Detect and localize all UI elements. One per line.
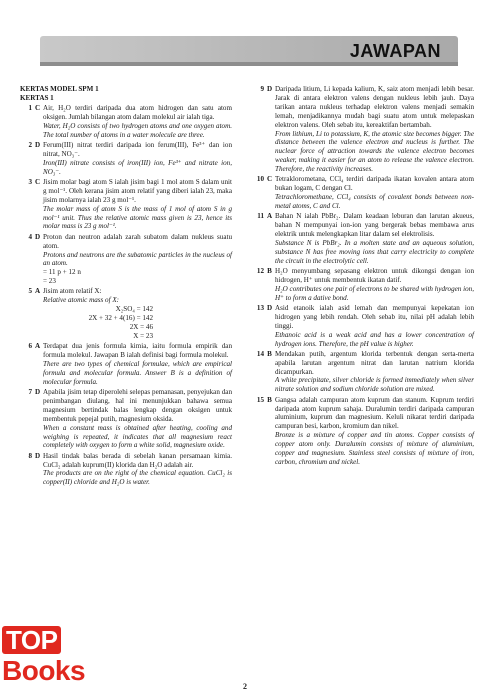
explanation-en: A white precipitate, silver chloride is formed immediately when silver nitrate solution and sodium chloride solution are mixed. [275, 376, 474, 394]
explanation-bm: Proton dan neutron adalah zarah subatom dalam nukleus suatu atom. [43, 232, 232, 250]
answer-item [20, 178, 232, 231]
answer-letter: D [266, 85, 273, 93]
explanation-en: Tetrachloromethane, CCl₄ consists of covalent bonds between non-metal atoms, C and Cl. [275, 193, 474, 211]
question-number: 15 [256, 395, 264, 404]
topbooks-logo [2, 626, 115, 700]
explanation-en: Iron(III) nitrate consists of iron(III) ion, Fe³⁺ and nitrate ion, NO₃⁻. [43, 158, 232, 176]
answer-item [252, 212, 474, 265]
explanation-en: The products are on the right of the chemical equation. CuCl₂ is copper(II) chloride and H₂O is water. [43, 469, 232, 487]
answer-item [252, 175, 474, 211]
question-number: 1 [28, 104, 32, 113]
answer-item [252, 350, 474, 395]
explanation-bm: Hasil tindak balas berada di sebelah kanan persamaan kimia. CuCl₂ adalah kuprum(II) klorida dan H₂O adalah air. [43, 451, 232, 469]
explanation-bm: Tetraklorometana, CCl₄ terdiri daripada ikatan kovalen antara atom bukan logam, C dengan Cl. [275, 175, 474, 193]
explanation-bm: Asid etanoik ialah asid lemah dan mempunyai kepekatan ion hidrogen yang lebih rendah. Oleh sebab itu, nilai pH adalah lebih tinggi. [275, 303, 474, 330]
explanation-bm: Bahan N ialah PbBr₂. Dalam keadaan leburan dan larutan akueus, bahan N mempunyai ion-ion yang bergerak bebas membawa arus elektrik untuk melengkapkan litar dalam sel elektrolisis. [275, 212, 474, 239]
header-banner-stripe [40, 62, 458, 66]
explanation-bm: Jisim molar bagi atom S ialah jisim bagi 1 mol atom S dalam unit g mol⁻¹. Oleh kerana jisim atom relatif yang diberi ialah 23, maka jisim molarnya ialah 23 g mol⁻¹. [43, 177, 232, 204]
explanation-bm: Gangsa adalah campuran atom kuprum dan stanum. Kuprum terdiri daripada atom kuprum sahaja. Duralumin terdiri daripada campuran aluminium, kuprum dan magnesium. Keluli nikarat terdiri daripada campuran besi, karbon, kromium dan nikel. [275, 395, 474, 431]
answer-letter: C [34, 104, 41, 113]
explanation-en: Relative atomic mass of X: [43, 296, 120, 305]
answer-item [252, 304, 474, 349]
page-title: JAWAPAN [349, 41, 441, 61]
answer-item [252, 396, 474, 467]
explanation-en: Substance N is PbBr₂. In a molten state and an aqueous solution, substance N has free moving ions that carry electricity to complete the circuit in the electrolytic cell. [275, 239, 474, 265]
question-number: 5 [28, 287, 32, 296]
answer-item [20, 452, 232, 488]
question-number: 8 [28, 451, 32, 460]
explanation-bm: Terdapat dua jenis formula kimia, iaitu formula empirik dan formula molekul. Jawapan B ialah definisi bagi formula molekul. [43, 342, 232, 360]
calc-line: = 23 [43, 277, 56, 286]
explanation-en: Bronze is a mixture of copper and tin atoms. Copper consists of copper atom only. Duralumin consists of mixture of aluminium, copper and magnesium. Stainless steel consists of mixture of iron, carbon, chromium and nickel. [275, 431, 474, 466]
explanation-bm: Daripada litium, Li kepada kalium, K, saiz atom menjadi lebih besar. Jarak di antara elektron valens dengan nukleus lebih jauh. Daya tarikan antara nukleus terhadap elektron valens menjadi semakin lemah, menjadikannya mudah bagi suatu atom untuk melepaskan elektron valens. Oleh sebab itu, kereaktifan bertambah. [275, 85, 474, 129]
answer-letter: A [34, 342, 41, 351]
question-number: 12 [256, 267, 264, 276]
explanation-bm: Jisim atom relatif X: [43, 287, 102, 296]
left-column [20, 85, 232, 487]
calc-line: X = 23 [133, 331, 153, 340]
answer-item [20, 104, 232, 140]
answer-letter: C [34, 177, 41, 186]
answer-item [252, 267, 474, 303]
answer-item [20, 388, 232, 450]
question-number: 7 [28, 387, 32, 396]
question-number: 14 [256, 349, 264, 358]
answer-letter: D [34, 141, 41, 150]
explanation-en: Protons and neutrons are the subatomic particles in the nucleus of an atom. [43, 250, 232, 268]
question-number: 6 [28, 342, 32, 351]
answer-letter: B [267, 395, 272, 404]
calc-line: X₂SO₄ = 142 [115, 305, 153, 314]
explanation-bm: Mendakan putih, argentum klorida terbentuk dengan serta-merta apabila larutan argentum nitrat dan larutan natrium klorida dicampurkan. [275, 349, 474, 376]
page-number: 2 [243, 682, 247, 691]
question-number: 2 [28, 141, 32, 150]
logo-text-bottom: Books [2, 655, 86, 686]
explanation-en: Water, H₂O consists of two hydrogen atoms and one oxygen atom. The total number of atoms in a water molecule are three. [43, 121, 232, 139]
explanation-en: When a constant mass is obtained after heating, cooling and weighing is repeated, it indicates that all magnesium react completely with oxygen to form a white solid, magnesium oxide. [43, 423, 232, 450]
question-number: 9 [260, 85, 264, 93]
answer-letter: B [267, 349, 272, 358]
question-number: 3 [28, 177, 32, 186]
question-number: 4 [28, 232, 32, 241]
answer-letter: A [266, 212, 273, 221]
explanation-bm: Ferum(III) nitrat terdiri daripada ion ferum(III), Fe³⁺ dan ion nitrat, NO₃⁻. [43, 141, 232, 158]
explanation-bm: H₂O menyumbang sepasang elektron untuk dikongsi dengan ion hidrogen, H⁺ untuk membentuk ikatan datif. [275, 267, 474, 284]
calc-line: 2X + 32 + 4(16) = 142 [88, 314, 153, 323]
answer-letter: D [34, 232, 41, 241]
explanation-en: Ethanoic acid is a weak acid and has a lower concentration of hydrogen ions. Therefore, the pH value is higher. [275, 330, 474, 348]
right-column [252, 85, 474, 467]
calc-line: 2X = 46 [129, 323, 153, 332]
explanation-en: From lithium, Li to potassium, K, the atomic size becomes bigger. The distance between the valence electron and nucleus is further. The nuclear force of attraction towards the valence electron becomes weaker, making it easier for an atom to release the valence electron. Therefore, the reactivity increases. [275, 129, 474, 174]
paper-title: KERTAS 1 [20, 93, 54, 102]
explanation-en: H₂O contributes one pair of electrons to be shared with hydrogen ion, H⁺ to form a dative bond. [275, 284, 474, 302]
section-title: KERTAS MODEL SPM 1 [20, 85, 99, 93]
answer-item [20, 287, 232, 340]
explanation-bm: Apabila jisim tetap diperolehi selepas pemanasan, penyejukan dan penimbangan diulang, hal ini menunjukkan bahawa semua magnesium bertindak balas lengkap dengan oksigen untuk membentuk pepejal putih, magnesium oksida. [43, 387, 232, 423]
answer-item [20, 233, 232, 286]
logo-text-top: TOP [2, 626, 61, 654]
answer-item [252, 85, 474, 174]
answer-letter: A [34, 287, 41, 296]
answer-letter: D [266, 303, 273, 312]
answer-letter: C [266, 175, 273, 184]
explanation-bm: Air, H₂O terdiri daripada dua atom hidrogen dan satu atom oksigen. Jumlah bilangan atom dalam molekul air ialah tiga. [43, 104, 232, 122]
answer-item [20, 141, 232, 177]
calc-line: = 11 p + 12 n [43, 268, 81, 277]
answer-letter: D [34, 451, 41, 460]
answer-item [20, 342, 232, 387]
question-number: 10 [256, 175, 264, 184]
explanation-en: There are two types of chemical formulae, which are empirical formula and molecular formula. Answer B is a definition of molecular formula. [43, 359, 232, 386]
answer-letter: B [267, 267, 272, 276]
question-number: 13 [256, 303, 264, 312]
question-number: 11 [257, 212, 264, 221]
explanation-en: The molar mass of atom S is the mass of 1 mol of atom S in g mol⁻¹ unit. Thus the relative atomic mass given is 23, hence its molar mass is 23 g mol⁻¹. [43, 204, 232, 231]
answer-letter: D [34, 387, 41, 396]
